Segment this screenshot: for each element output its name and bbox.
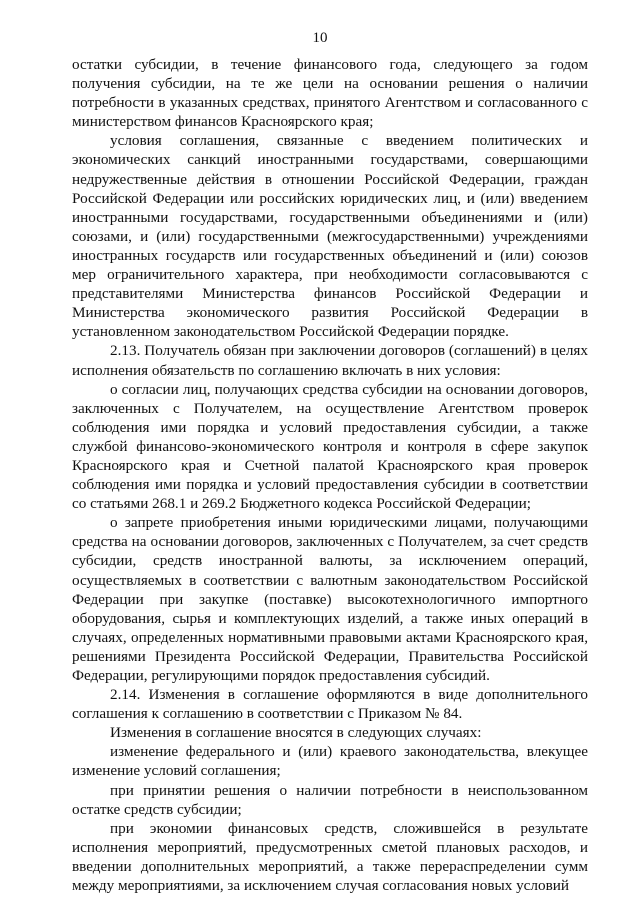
- paragraph-6: 2.14. Изменения в соглашение оформляются в виде дополнительного соглашения к соглашению в соответствии с Приказом № 84.: [72, 686, 588, 723]
- paragraph-7: Изменения в соглашение вносятся в следующих случаях:: [110, 724, 482, 742]
- paragraph-5: о запрете приобретения иными юридическими лицами, получающими средства на основании договоров, заключенных с Получателем, за счет средств субсидии, средств иностранной валюты, за исключением операций, осуществляемых в соответствии с валютным законодательством Российской Федерации при закупке (поставке) высокотехнологичного импортного оборудования, сырья и комплектующих изделий, а также иных операций в случаях, определенных нормативными правовыми актами Красноярского края, решениями Президента Российской Федерации, Правительства Российской Федерации, регулирующими порядок предоставления субсидий.: [72, 514, 588, 684]
- paragraph-9: при принятии решения о наличии потребности в неиспользованном остатке средств субсидии;: [72, 781, 588, 818]
- paragraph-10: при экономии финансовых средств, сложившейся в результате исполнения мероприятий, предусмотренных сметой плановых расходов, и введении дополнительных мероприятий, а также перераспределении сумм между мероприятиями, за исключением случая согласования новых условий: [72, 819, 588, 895]
- paragraph-8: изменение федерального и (или) краевого законодательства, влекущее изменение условий соглашения;: [72, 743, 588, 780]
- page-number: 10: [312, 30, 328, 46]
- document-body: [72, 55, 588, 895]
- paragraph-4: о согласии лиц, получающих средства субсидии на основании договоров, заключенных с Получателем, на осуществление Агентством проверок соблюдения ими порядка и условий предоставления субсидии, а также службой финансово-экономического контроля и контроля в сфере закупок Красноярского края и Счетной палатой Красноярского края проверок соблюдения ими порядка и условий предоставления субсидии в соответствии со статьями 268.1 и 269.2 Бюджетного кодекса Российской Федерации;: [72, 380, 588, 513]
- paragraph-2: условия соглашения, связанные с введением политических и экономических санкций иностранными государствами, совершающими недружественные действия в отношении Российской Федерации, граждан Российской Федерации или российских юридических лиц, и (или) введением иностранными государствами, государственными объединениями и (или) союзами, и (или) государственными (межгосударственными) учреждениями иностранных государств или государственных объединений и (или) союзов мер ограничительного характера, при необходимости согласовываются с представителями Министерства финансов Российской Федерации и Министерства экономического развития Российской Федерации в установленном законодательством Российской Федерации порядке.: [72, 132, 588, 341]
- paragraph-1: остатки субсидии, в течение финансового года, следующего за годом получения субсидии, на те же цели на основании решения о наличии потребности в указанных средствах, принятого Агентством и согласованного с министерством финансов Красноярского края;: [72, 56, 588, 131]
- paragraph-3: 2.13. Получатель обязан при заключении договоров (соглашений) в целях исполнения обязательств по соглашению включать в них условия:: [72, 342, 588, 379]
